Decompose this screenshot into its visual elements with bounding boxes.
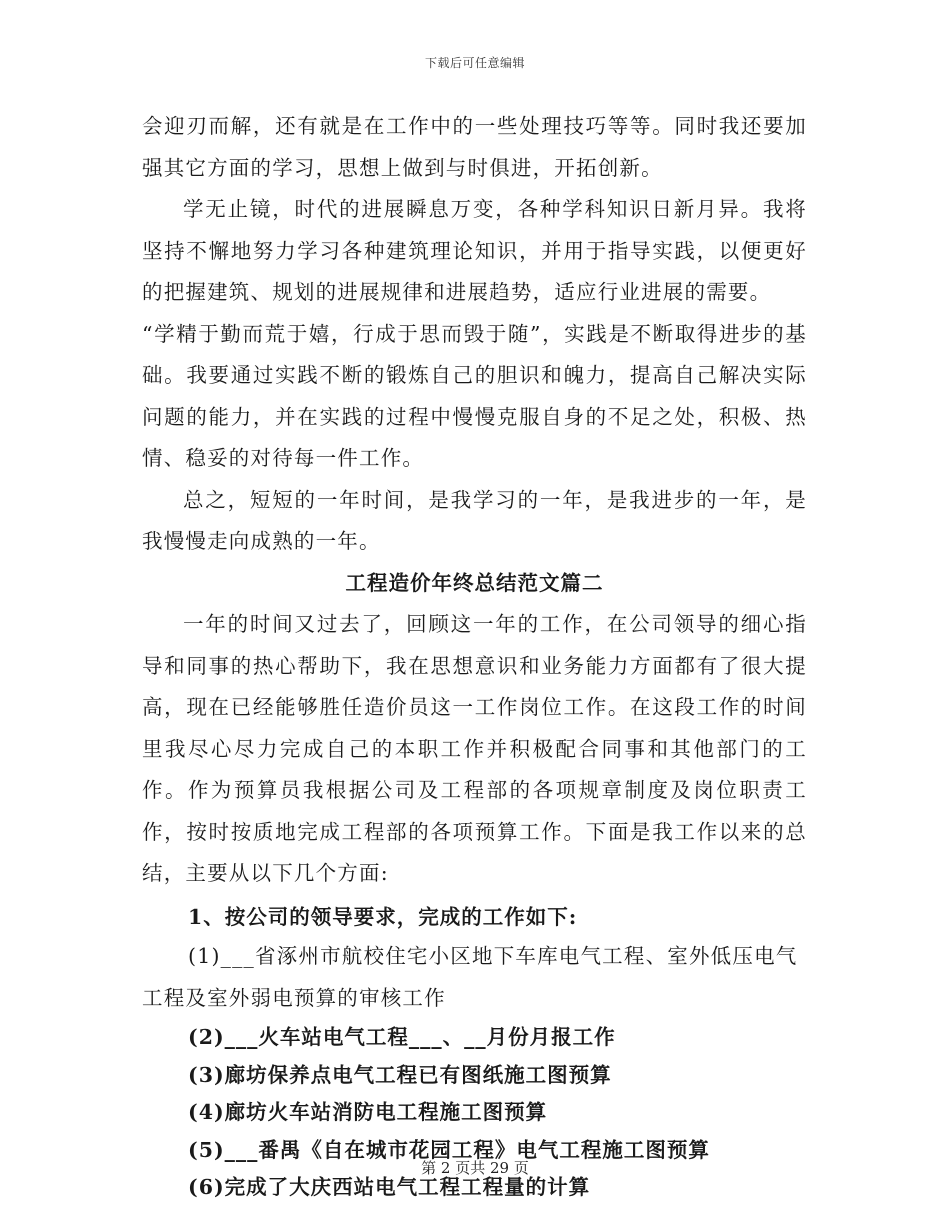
paragraph-summary: 总之，短短的一年时间，是我学习的一年，是我进步的一年，是我慢慢走向成熟的一年。 [142, 487, 807, 553]
list-item-2: (2)___火车站电气工程___、__月份月报工作 [188, 1025, 616, 1049]
page-footer: 第 2 页共 29 页 [421, 1159, 529, 1177]
paragraph-intro: 一年的时间又过去了，回顾这一年的工作，在公司领导的细心指导和同事的热心帮助下，我在思想意识和业务能力方面都有了很大提高，现在已经能够胜任造价员这一工作岗位工作。在这段工作的时间里我尽心尽力完成自己的本职工作并积极配合同事和其他部门的工作。作为预算员我根据公司及工程部的各项规章制度及岗位职责工作，按时按质地完成工程部的各项预算工作。下面是我工作以来的总结，主要从以下几个方面: [142, 612, 807, 885]
list-item-1: (1)___省涿州市航校住宅小区地下车库电气工程、室外低压电气工程及室外弱电预算的审核工作 [142, 944, 798, 1010]
paragraph-learning: 学无止镜，时代的进展瞬息万变，各种学科知识日新月异。我将坚持不懈地努力学习各种建筑理论知识，并用于指导实践，以便更好的把握建筑、规划的进展规律和进展趋势，适应行业进展的需要。 [142, 197, 807, 304]
document-body [142, 106, 807, 1207]
list-item-5: (5)___番禺《自在城市花园工程》电气工程施工图预算 [188, 1137, 710, 1162]
page-header: 下载后可任意编辑 [424, 56, 525, 70]
section-title: 工程造价年终总结范文篇二 [345, 570, 604, 595]
list-item-3: (3)廊坊保养点电气工程已有图纸施工图预算 [188, 1062, 612, 1087]
list-item-6: (6)完成了大庆西站电气工程工程量的计算 [188, 1175, 591, 1199]
list-item-4: (4)廊坊火车站消防电工程施工图预算 [188, 1100, 548, 1124]
paragraph-practice: “学精于勤而荒于嬉，行成于思而毁于随”，实践是不断取得进步的基础。我要通过实践不断的锻炼自己的胆识和魄力，提高自己解决实际问题的能力，并在实践的过程中慢慢克服自身的不足之处，积极、热情、稳妥的对待每一件工作。 [142, 321, 807, 470]
paragraph-continuation: 会迎刃而解，还有就是在工作中的一些处理技巧等等。同时我还要加强其它方面的学习，思想上做到与时俱进，开拓创新。 [142, 114, 807, 180]
list-heading: 1、按公司的领导要求，完成的工作如下: [188, 904, 578, 929]
